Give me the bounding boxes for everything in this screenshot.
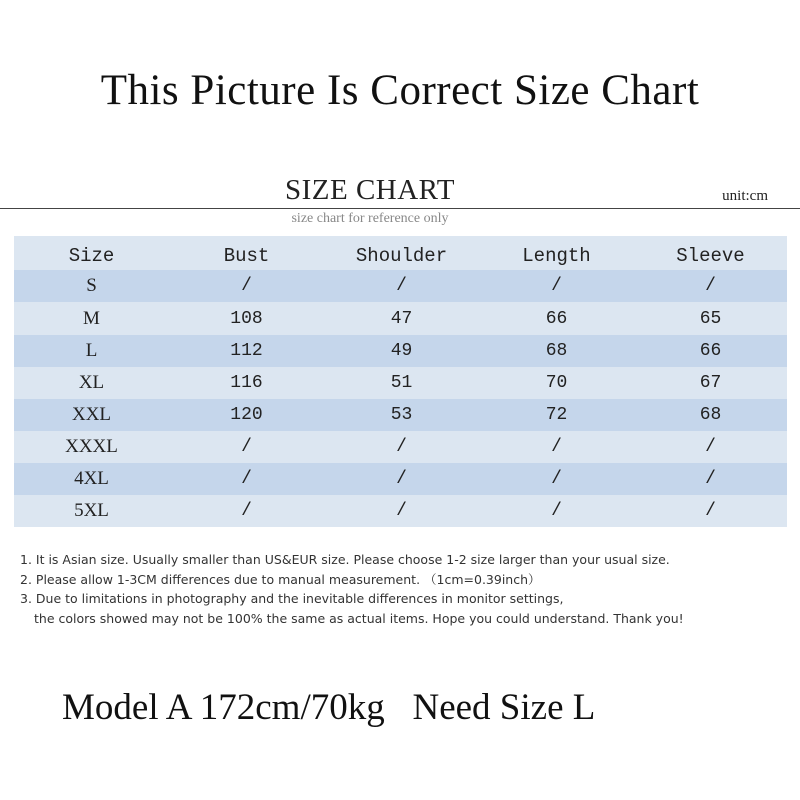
bust-cell: / — [241, 437, 252, 457]
size-cell: 4XL — [74, 468, 109, 489]
size-cell: S — [86, 275, 97, 296]
size-cell: 5XL — [74, 500, 109, 521]
length-cell: / — [551, 501, 562, 521]
table-row — [14, 495, 787, 527]
note-3-continued: the colors showed may not be 100% the same as actual items. Hope you could understand. Thank you! — [34, 610, 684, 626]
table-header-row — [14, 240, 787, 272]
sleeve-cell: / — [705, 469, 716, 489]
length-cell: 72 — [545, 405, 568, 425]
table-row — [14, 270, 787, 302]
sleeve-cell: 67 — [699, 373, 722, 393]
header-length: Length — [522, 245, 591, 267]
divider-rule — [0, 208, 800, 209]
shoulder-cell: 53 — [390, 405, 413, 425]
table-row — [14, 399, 787, 431]
table-row — [14, 335, 787, 367]
bust-cell: 116 — [230, 373, 263, 393]
shoulder-cell: 49 — [390, 341, 413, 361]
unit-label: unit:cm — [722, 188, 768, 204]
table-row — [14, 367, 787, 399]
size-table — [14, 236, 787, 527]
sleeve-cell: 65 — [699, 309, 722, 329]
sleeve-cell: / — [705, 437, 716, 457]
chart-subtitle: size chart for reference only — [291, 211, 449, 226]
header-shoulder: Shoulder — [355, 245, 448, 267]
shoulder-cell: / — [396, 437, 407, 457]
headline: This Picture Is Correct Size Chart — [100, 67, 700, 114]
size-cell: XL — [78, 372, 105, 393]
shoulder-cell: / — [396, 501, 407, 521]
sleeve-cell: 68 — [699, 405, 722, 425]
length-cell: / — [551, 469, 562, 489]
bust-cell: 120 — [230, 405, 263, 425]
length-cell: / — [551, 276, 562, 296]
sleeve-cell: 66 — [699, 341, 722, 361]
shoulder-cell: 51 — [390, 373, 413, 393]
table-row — [14, 431, 787, 463]
sleeve-cell: / — [705, 276, 716, 296]
length-cell: 70 — [545, 373, 568, 393]
length-cell: / — [551, 437, 562, 457]
note-1: 1. It is Asian size. Usually smaller than US&EUR size. Please choose 1-2 size larger than your usual size. — [20, 552, 670, 567]
bust-cell: / — [241, 501, 252, 521]
header-size: Size — [68, 245, 115, 267]
sleeve-cell: / — [705, 501, 716, 521]
length-cell: 68 — [545, 341, 568, 361]
size-cell: M — [83, 308, 100, 329]
note-2: 2. Please allow 1-3CM differences due to manual measurement. （1cm=0.39inch） — [20, 571, 541, 587]
bust-cell: / — [241, 276, 252, 296]
note-3: 3. Due to limitations in photography and the inevitable differences in monitor settings, — [20, 591, 564, 606]
model-info: Model A 172cm/70kg Need Size L — [62, 687, 596, 728]
size-cell: L — [85, 340, 98, 361]
bust-cell: 112 — [230, 341, 263, 361]
length-cell: 66 — [545, 309, 568, 329]
notes — [20, 550, 790, 628]
size-cell: XXL — [71, 404, 112, 425]
header-bust: Bust — [223, 245, 270, 267]
shoulder-cell: / — [396, 469, 407, 489]
table-row — [14, 303, 787, 335]
size-chart-title: SIZE CHART — [284, 174, 455, 206]
table-row — [14, 463, 787, 495]
bust-cell: 108 — [230, 309, 263, 329]
size-cell: XXXL — [65, 436, 118, 457]
shoulder-cell: 47 — [390, 309, 413, 329]
bust-cell: / — [241, 469, 252, 489]
shoulder-cell: / — [396, 276, 407, 296]
header-sleeve: Sleeve — [676, 245, 745, 267]
